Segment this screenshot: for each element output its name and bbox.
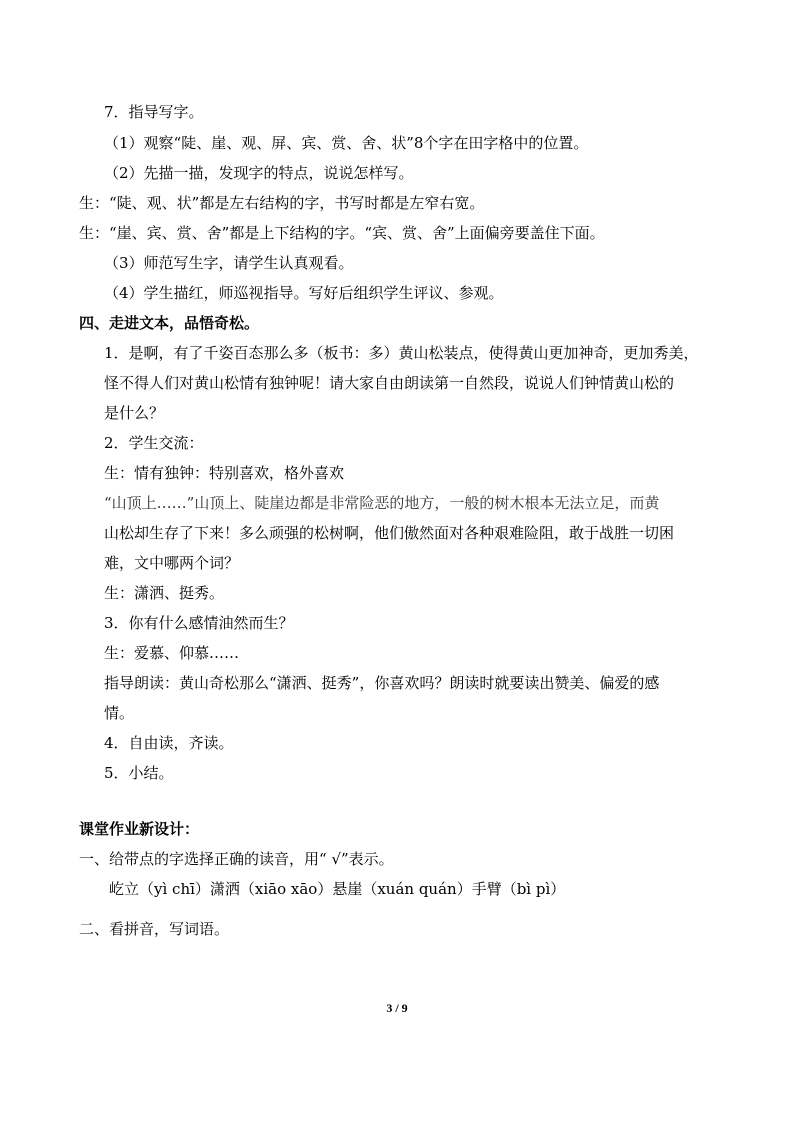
step-3-heading: 3．你有什么感情油然而生？ [104,614,294,632]
sub-step-2: （2）先描一描，发现字的特点，说说怎样写。 [104,164,414,182]
section-4-heading: 四、走进文本，品悟奇松。 [79,314,260,332]
para-1-line-3: 是什么？ [104,404,165,422]
step-5-heading: 5．小结。 [104,764,174,782]
exercise-2-instruction: 二、看拼音，写词语。 [79,920,230,938]
sub-step-3: （3）师范写生字，请学生认真观看。 [104,254,354,272]
homework-heading: 课堂作业新设计： [79,820,200,838]
student-answer-3: 生：情有独钟：特别喜欢，格外喜欢 [104,464,345,482]
student-answer-5: 生：爱慕、仰慕…… [104,644,240,662]
student-answer-2: 生：“崖、宾、赏、舍”都是上下结构的字。“宾、赏、舍”上面偏旁要盖住下面。 [79,224,605,242]
step-4-heading: 4．自由读，齐读。 [104,734,234,752]
sub-step-4: （4）学生描红，师巡视指导。写好后组织学生评议、参观。 [104,284,504,302]
quote-para-line-1: “山顶上……”山顶上、陡崖边都是非常险恶的地方，一般的树木根本无法立足，而黄 [104,494,660,512]
para-1-line-1: 1．是啊，有了千姿百态那么多（板书：多）黄山松装点，使得黄山更加神奇，更加秀美， [104,344,699,362]
student-answer-4: 生：潇洒、挺秀。 [104,584,225,602]
page-number: 3 / 9 [386,1001,408,1015]
step-2-heading: 2．学生交流： [104,434,204,452]
student-answer-1: 生：“陡、观、状”都是左右结构的字，书写时都是左窄右宽。 [79,194,485,212]
quote-para-line-3: 难，文中哪两个词？ [104,554,240,572]
reading-guide-line-2: 情。 [104,704,135,722]
quote-para-line-2: 山松却生存了下来！多么顽强的松树啊，他们傲然面对各种艰难险阻，敢于战胜一切困 [104,524,675,542]
para-1-line-2: 怪不得人们对黄山松情有独钟呢！请大家自由朗读第一自然段，说说人们钟情黄山松的 [104,374,675,392]
exercise-1-instruction: 一、给带点的字选择正确的读音，用“ √”表示。 [79,850,394,868]
step-7-heading: 7．指导写字。 [104,103,204,121]
reading-guide-line-1: 指导朗读：黄山奇松那么“潇洒、挺秀”，你喜欢吗？朗读时就要读出赞美、偏爱的感 [104,674,660,692]
sub-step-1: （1）观察“陡、崖、观、屏、宾、赏、舍、状”8个字在田字格中的位置。 [104,134,589,152]
exercise-1-items: 屹立（yì chī）潇洒（xiāo xāo）悬崖（xuán quán）手臂（bì pì） [109,880,566,898]
